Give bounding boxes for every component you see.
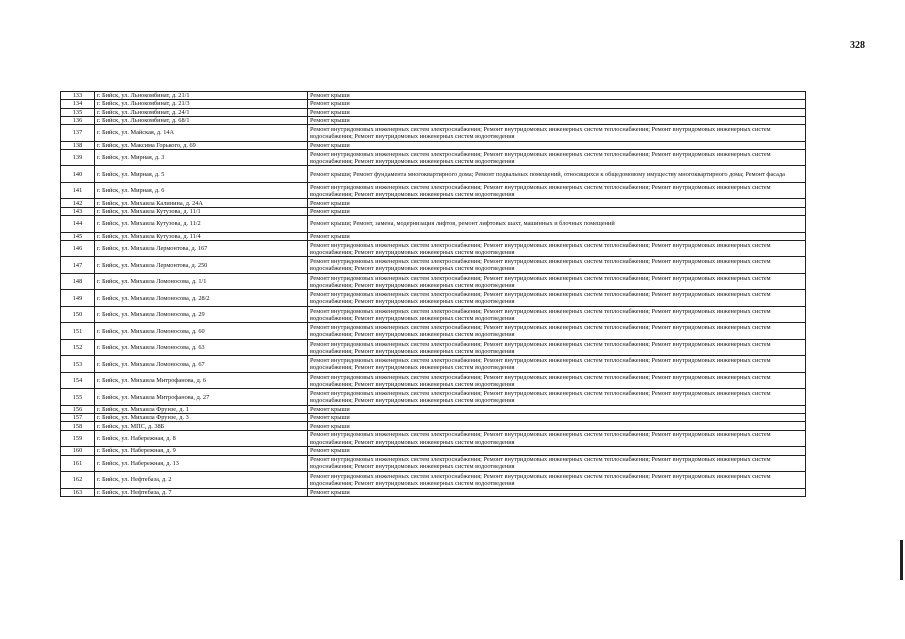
row-address: г. Бийск, ул. Майская, д. 14А bbox=[95, 125, 308, 142]
row-work-type: Ремонт внутридомовых инженерных систем электроснабжения; Ремонт внутридомовых инженерных систем теплоснабжения; Ремонт внутридомовых инженерных систем водоснабжения; Ремонт внутридомовых инженерных систем водоотведения bbox=[308, 323, 806, 340]
table-row bbox=[61, 290, 806, 307]
row-number: 138 bbox=[61, 141, 95, 149]
row-work-type: Ремонт крыши bbox=[308, 108, 806, 116]
table-row bbox=[61, 472, 806, 489]
row-address: г. Бийск, ул. Нефтебаза, д. 7 bbox=[95, 488, 308, 496]
row-number: 137 bbox=[61, 125, 95, 142]
row-work-type: Ремонт крыши bbox=[308, 405, 806, 413]
table-row bbox=[61, 125, 806, 142]
table-row bbox=[61, 240, 806, 257]
row-work-type: Ремонт крыши bbox=[308, 141, 806, 149]
row-work-type: Ремонт внутридомовых инженерных систем электроснабжения; Ремонт внутридомовых инженерных систем теплоснабжения; Ремонт внутридомовых инженерных систем водоснабжения; Ремонт внутридомовых инженерных систем водоотведения bbox=[308, 472, 806, 489]
row-address: г. Бийск, ул. Мирная, д. 5 bbox=[95, 166, 308, 183]
row-address: г. Бийск, ул. Михаила Митрофанова, д. 6 bbox=[95, 372, 308, 389]
table-row bbox=[61, 455, 806, 472]
table-row bbox=[61, 199, 806, 207]
table-row bbox=[61, 108, 806, 116]
table-row bbox=[61, 405, 806, 413]
row-number: 143 bbox=[61, 207, 95, 215]
row-number: 146 bbox=[61, 240, 95, 257]
table-row bbox=[61, 92, 806, 100]
row-address: г. Бийск, ул. Михаила Ломоносова, д. 28/2 bbox=[95, 290, 308, 307]
row-number: 134 bbox=[61, 100, 95, 108]
row-work-type: Ремонт крыши bbox=[308, 488, 806, 496]
table-row bbox=[61, 389, 806, 406]
row-number: 159 bbox=[61, 430, 95, 447]
row-address: г. Бийск, ул. Михаила Ломоносова, д. 67 bbox=[95, 356, 308, 373]
row-address: г. Бийск, ул. МПС, д. 38Б bbox=[95, 422, 308, 430]
row-number: 150 bbox=[61, 306, 95, 323]
row-address: г. Бийск, ул. Льнокомбинат, д. 21/3 bbox=[95, 100, 308, 108]
row-address: г. Бийск, ул. Набережная, д. 9 bbox=[95, 447, 308, 455]
row-number: 133 bbox=[61, 92, 95, 100]
row-address: г. Бийск, ул. Мирная, д. 6 bbox=[95, 182, 308, 199]
row-address: г. Бийск, ул. Михаила Лермонтова, д. 250 bbox=[95, 257, 308, 274]
row-work-type: Ремонт внутридомовых инженерных систем электроснабжения; Ремонт внутридомовых инженерных систем теплоснабжения; Ремонт внутридомовых инженерных систем водоснабжения; Ремонт внутридомовых инженерных систем водоотведения bbox=[308, 455, 806, 472]
row-number: 163 bbox=[61, 488, 95, 496]
row-work-type: Ремонт крыши bbox=[308, 92, 806, 100]
row-number: 160 bbox=[61, 447, 95, 455]
scan-edge-mark bbox=[900, 540, 903, 580]
repair-register-table bbox=[60, 91, 806, 497]
row-address: г. Бийск, ул. Набережная, д. 13 bbox=[95, 455, 308, 472]
row-address: г. Бийск, ул. Михаила Фрунзе, д. 1 bbox=[95, 405, 308, 413]
table-row bbox=[61, 149, 806, 166]
row-work-type: Ремонт внутридомовых инженерных систем электроснабжения; Ремонт внутридомовых инженерных систем теплоснабжения; Ремонт внутридомовых инженерных систем водоснабжения; Ремонт внутридомовых инженерных систем водоотведения bbox=[308, 372, 806, 389]
row-address: г. Бийск, ул. Мирная, д. 3 bbox=[95, 149, 308, 166]
table-body bbox=[61, 92, 806, 497]
row-work-type: Ремонт внутридомовых инженерных систем электроснабжения; Ремонт внутридомовых инженерных систем теплоснабжения; Ремонт внутридомовых инженерных систем водоснабжения; Ремонт внутридомовых инженерных систем водоотведения bbox=[308, 149, 806, 166]
row-number: 153 bbox=[61, 356, 95, 373]
row-address: г. Бийск, ул. Михаила Кутузова, д. 11/2 bbox=[95, 216, 308, 233]
row-work-type: Ремонт крыши bbox=[308, 100, 806, 108]
row-work-type: Ремонт внутридомовых инженерных систем электроснабжения; Ремонт внутридомовых инженерных систем теплоснабжения; Ремонт внутридомовых инженерных систем водоснабжения; Ремонт внутридомовых инженерных систем водоотведения bbox=[308, 257, 806, 274]
table-row bbox=[61, 166, 806, 183]
row-work-type: Ремонт внутридомовых инженерных систем электроснабжения; Ремонт внутридомовых инженерных систем теплоснабжения; Ремонт внутридомовых инженерных систем водоснабжения; Ремонт внутридомовых инженерных систем водоотведения bbox=[308, 290, 806, 307]
row-number: 147 bbox=[61, 257, 95, 274]
row-number: 155 bbox=[61, 389, 95, 406]
row-address: г. Бийск, ул. Михаила Лермонтова, д. 167 bbox=[95, 240, 308, 257]
row-address: г. Бийск, ул. Михаила Ломоносова, д. 29 bbox=[95, 306, 308, 323]
row-address: г. Бийск, ул. Льнокомбинат, д. 24/1 bbox=[95, 108, 308, 116]
table-row bbox=[61, 323, 806, 340]
row-number: 139 bbox=[61, 149, 95, 166]
row-work-type: Ремонт внутридомовых инженерных систем электроснабжения; Ремонт внутридомовых инженерных систем теплоснабжения; Ремонт внутридомовых инженерных систем водоснабжения; Ремонт внутридомовых инженерных систем водоотведения bbox=[308, 306, 806, 323]
row-address: г. Бийск, ул. Михаила Ломоносова, д. 1/1 bbox=[95, 273, 308, 290]
row-number: 152 bbox=[61, 339, 95, 356]
row-work-type: Ремонт внутридомовых инженерных систем электроснабжения; Ремонт внутридомовых инженерных систем теплоснабжения; Ремонт внутридомовых инженерных систем водоснабжения; Ремонт внутридомовых инженерных систем водоотведения bbox=[308, 182, 806, 199]
row-number: 148 bbox=[61, 273, 95, 290]
table-row bbox=[61, 100, 806, 108]
row-address: г. Бийск, ул. Михаила Ломоносова, д. 63 bbox=[95, 339, 308, 356]
row-address: г. Бийск, ул. Михаила Ломоносова, д. 60 bbox=[95, 323, 308, 340]
row-number: 145 bbox=[61, 232, 95, 240]
table-row bbox=[61, 372, 806, 389]
row-address: г. Бийск, ул. Нефтебаза, д. 2 bbox=[95, 472, 308, 489]
row-number: 162 bbox=[61, 472, 95, 489]
row-number: 136 bbox=[61, 116, 95, 124]
row-number: 140 bbox=[61, 166, 95, 183]
table-row bbox=[61, 339, 806, 356]
row-work-type: Ремонт внутридомовых инженерных систем электроснабжения; Ремонт внутридомовых инженерных систем теплоснабжения; Ремонт внутридомовых инженерных систем водоснабжения; Ремонт внутридомовых инженерных систем водоотведения bbox=[308, 430, 806, 447]
row-number: 156 bbox=[61, 405, 95, 413]
row-work-type: Ремонт внутридомовых инженерных систем электроснабжения; Ремонт внутридомовых инженерных систем теплоснабжения; Ремонт внутридомовых инженерных систем водоснабжения; Ремонт внутридомовых инженерных систем водоотведения bbox=[308, 273, 806, 290]
table-row bbox=[61, 216, 806, 233]
row-work-type: Ремонт крыши bbox=[308, 414, 806, 422]
row-work-type: Ремонт крыши bbox=[308, 447, 806, 455]
row-work-type: Ремонт крыши bbox=[308, 232, 806, 240]
page-number: 328 bbox=[850, 40, 865, 51]
table-row bbox=[61, 273, 806, 290]
row-number: 149 bbox=[61, 290, 95, 307]
table-row bbox=[61, 430, 806, 447]
row-number: 141 bbox=[61, 182, 95, 199]
row-work-type: Ремонт крыши; Ремонт, замена, модернизация лифтов, ремонт лифтовых шахт, машинных и блочных помещений bbox=[308, 216, 806, 233]
row-work-type: Ремонт внутридомовых инженерных систем электроснабжения; Ремонт внутридомовых инженерных систем теплоснабжения; Ремонт внутридомовых инженерных систем водоснабжения; Ремонт внутридомовых инженерных систем водоотведения bbox=[308, 389, 806, 406]
table-row bbox=[61, 356, 806, 373]
row-work-type: Ремонт крыши bbox=[308, 422, 806, 430]
table-row bbox=[61, 488, 806, 496]
table-row bbox=[61, 422, 806, 430]
row-number: 135 bbox=[61, 108, 95, 116]
table-row bbox=[61, 447, 806, 455]
row-work-type: Ремонт внутридомовых инженерных систем электроснабжения; Ремонт внутридомовых инженерных систем теплоснабжения; Ремонт внутридомовых инженерных систем водоснабжения; Ремонт внутридомовых инженерных систем водоотведения bbox=[308, 125, 806, 142]
row-address: г. Бийск, ул. Михаила Митрофанова, д. 27 bbox=[95, 389, 308, 406]
table-row bbox=[61, 116, 806, 124]
row-number: 157 bbox=[61, 414, 95, 422]
row-work-type: Ремонт внутридомовых инженерных систем электроснабжения; Ремонт внутридомовых инженерных систем теплоснабжения; Ремонт внутридомовых инженерных систем водоснабжения; Ремонт внутридомовых инженерных систем водоотведения bbox=[308, 356, 806, 373]
row-address: г. Бийск, ул. Набережная, д. 8 bbox=[95, 430, 308, 447]
row-work-type: Ремонт крыши bbox=[308, 199, 806, 207]
table-row bbox=[61, 232, 806, 240]
table-row bbox=[61, 306, 806, 323]
table-row bbox=[61, 141, 806, 149]
row-work-type: Ремонт крыши; Ремонт фундамента многоквартирного дома; Ремонт подвальных помещений, относящихся к общедомовому имуществу многоквартирного дома; Ремонт фасада bbox=[308, 166, 806, 183]
row-address: г. Бийск, ул. Михаила Фрунзе, д. 3 bbox=[95, 414, 308, 422]
table-row bbox=[61, 182, 806, 199]
table-row bbox=[61, 414, 806, 422]
row-number: 158 bbox=[61, 422, 95, 430]
row-work-type: Ремонт внутридомовых инженерных систем электроснабжения; Ремонт внутридомовых инженерных систем теплоснабжения; Ремонт внутридомовых инженерных систем водоснабжения; Ремонт внутридомовых инженерных систем водоотведения bbox=[308, 240, 806, 257]
table-row bbox=[61, 207, 806, 215]
row-address: г. Бийск, ул. Льнокомбинат, д. 21/1 bbox=[95, 92, 308, 100]
row-address: г. Бийск, ул. Михаила Калинина, д. 24А bbox=[95, 199, 308, 207]
row-work-type: Ремонт внутридомовых инженерных систем электроснабжения; Ремонт внутридомовых инженерных систем теплоснабжения; Ремонт внутридомовых инженерных систем водоснабжения; Ремонт внутридомовых инженерных систем водоотведения bbox=[308, 339, 806, 356]
table-row bbox=[61, 257, 806, 274]
row-address: г. Бийск, ул. Льнокомбинат, д. 68/1 bbox=[95, 116, 308, 124]
row-number: 144 bbox=[61, 216, 95, 233]
row-work-type: Ремонт крыши bbox=[308, 116, 806, 124]
row-address: г. Бийск, ул. Максима Горького, д. 69 bbox=[95, 141, 308, 149]
row-number: 161 bbox=[61, 455, 95, 472]
row-address: г. Бийск, ул. Михаила Кутузова, д. 11/4 bbox=[95, 232, 308, 240]
row-address: г. Бийск, ул. Михаила Кутузова, д. 11/1 bbox=[95, 207, 308, 215]
row-work-type: Ремонт крыши bbox=[308, 207, 806, 215]
row-number: 154 bbox=[61, 372, 95, 389]
row-number: 142 bbox=[61, 199, 95, 207]
row-number: 151 bbox=[61, 323, 95, 340]
